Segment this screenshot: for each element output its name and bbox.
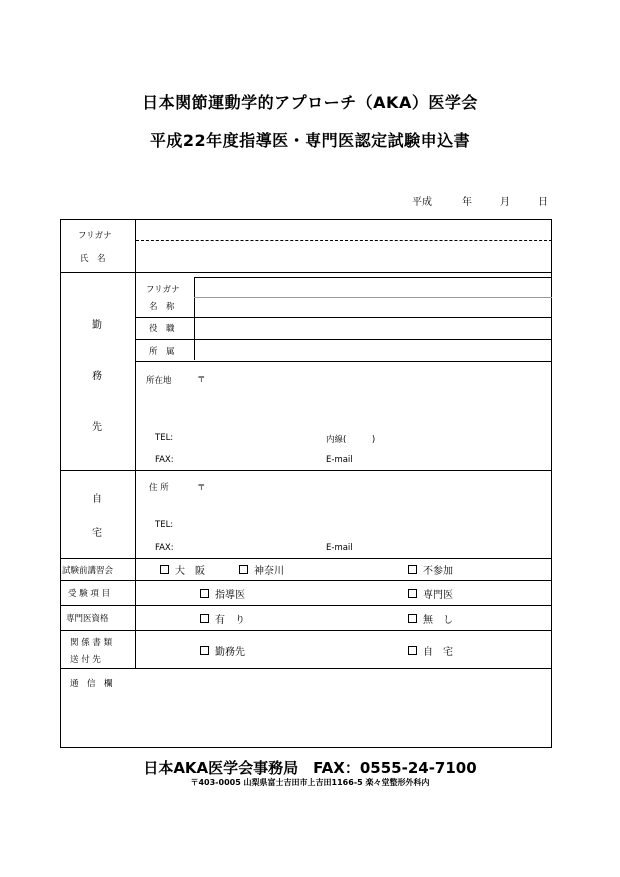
workplace-furigana-line — [194, 297, 552, 298]
seminar-label: 試験前講習会 — [62, 566, 114, 576]
separator-home — [60, 558, 552, 559]
date-era: 平成 — [412, 197, 432, 208]
seminar-option-kanagawa[interactable] — [239, 562, 284, 577]
checkbox-icon — [200, 589, 209, 598]
label-column-divider — [135, 219, 136, 668]
home-label-2: 宅 — [92, 528, 102, 539]
seminar-option-none[interactable] — [408, 562, 453, 577]
workplace-extension-label: 内線( ) — [326, 435, 376, 445]
qual-option-yes[interactable] — [200, 611, 245, 626]
exam-option-specialist[interactable] — [408, 586, 453, 601]
workplace-label-1: 勤 — [92, 320, 102, 331]
workplace-email-label: E-mail — [326, 455, 353, 465]
docs-option-workplace[interactable] — [200, 643, 245, 658]
workplace-sub-divider — [194, 277, 195, 360]
workplace-position-line — [135, 339, 552, 340]
option-label: 有 り — [215, 615, 245, 626]
separator-workplace — [60, 470, 552, 471]
checkbox-icon — [200, 614, 209, 623]
home-fax-label: FAX: — [155, 543, 174, 553]
name-label: 氏 名 — [80, 254, 106, 264]
workplace-address-label: 所在地 — [146, 376, 172, 386]
documents-label-line1: 関 係 書 類 — [70, 638, 113, 648]
workplace-tel-label: TEL: — [155, 433, 174, 443]
separator-name — [60, 272, 552, 273]
separator-qual — [60, 630, 552, 631]
notes-field[interactable] — [64, 692, 548, 744]
workplace-furigana-field[interactable] — [198, 279, 548, 295]
home-label-1: 自 — [92, 494, 102, 505]
option-label: 大 阪 — [175, 566, 205, 577]
date-year: 年 — [462, 197, 472, 208]
home-address-field[interactable] — [210, 477, 546, 511]
workplace-name-line — [135, 317, 552, 318]
option-label: 不参加 — [423, 566, 453, 577]
option-label: 指導医 — [215, 590, 245, 601]
separator-docs — [60, 668, 552, 669]
workplace-address-field[interactable] — [210, 370, 546, 420]
checkbox-icon — [239, 565, 248, 574]
separator-seminar — [60, 580, 552, 581]
checkbox-icon — [408, 646, 417, 655]
seminar-option-osaka[interactable] — [160, 562, 205, 577]
workplace-department-field[interactable] — [198, 342, 548, 359]
option-label: 無 し — [423, 615, 453, 626]
specialist-qual-label: 専門医資格 — [66, 614, 109, 624]
separator-exam — [60, 605, 552, 606]
date-day: 日 — [538, 197, 548, 208]
name-field[interactable] — [140, 243, 548, 270]
date-month: 月 — [500, 197, 510, 208]
workplace-position-field[interactable] — [198, 320, 548, 337]
workplace-dept-line — [135, 361, 552, 362]
exam-item-label: 受 験 項 目 — [68, 589, 111, 599]
name-furigana-field[interactable] — [140, 222, 548, 239]
home-email-label: E-mail — [326, 543, 353, 553]
workplace-department-label: 所 属 — [149, 347, 175, 357]
workplace-position-label: 役 職 — [149, 324, 175, 334]
option-label: 神奈川 — [254, 566, 284, 577]
office-contact: 日本AKA医学会事務局 FAX：0555-24-7100 — [143, 759, 477, 777]
workplace-postal-mark: 〒 — [197, 375, 206, 385]
home-postal-mark: 〒 — [197, 483, 206, 493]
checkbox-icon — [408, 565, 417, 574]
notes-label: 通 信 欄 — [70, 679, 113, 689]
workplace-top-line — [194, 277, 552, 278]
workplace-furigana-label: フリガナ — [146, 285, 180, 295]
workplace-org-name-label: 名 称 — [149, 302, 175, 312]
documents-label-line2: 送 付 先 — [70, 655, 101, 665]
home-address-label: 住 所 — [149, 483, 169, 493]
office-address: 〒403-0005 山梨県富士吉田市上吉田1166-5 楽々堂整形外科内 — [190, 778, 430, 787]
form-subtitle: 平成22年度指導医・専門医認定試験申込書 — [149, 131, 471, 150]
workplace-org-name-field[interactable] — [198, 299, 548, 315]
checkbox-icon — [200, 646, 209, 655]
workplace-label-2: 務 — [92, 371, 102, 382]
form-title: 日本関節運動学的アプローチ（AKA）医学会 — [142, 93, 478, 112]
checkbox-icon — [408, 589, 417, 598]
name-furigana-divider — [136, 240, 552, 241]
name-furigana-label: フリガナ — [78, 231, 112, 241]
qual-option-no[interactable] — [408, 611, 453, 626]
workplace-label-3: 先 — [92, 422, 102, 433]
option-label: 自 宅 — [423, 647, 453, 658]
exam-option-instructor[interactable] — [200, 586, 245, 601]
checkbox-icon — [408, 614, 417, 623]
checkbox-icon — [160, 565, 169, 574]
workplace-fax-label: FAX: — [155, 455, 174, 465]
option-label: 勤務先 — [215, 647, 245, 658]
option-label: 専門医 — [423, 590, 453, 601]
home-tel-label: TEL: — [155, 520, 174, 530]
docs-option-home[interactable] — [408, 643, 453, 658]
